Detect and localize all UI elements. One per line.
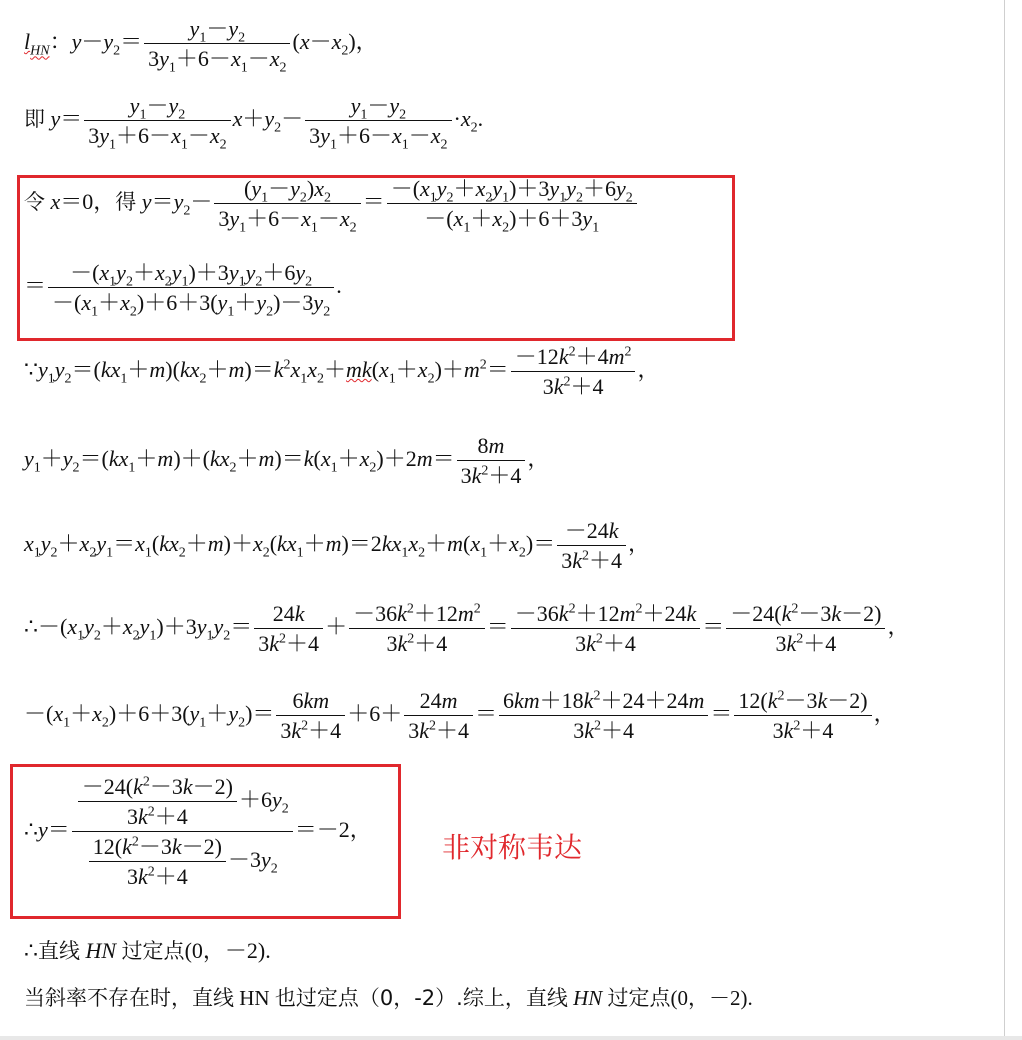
page-bottom-edge — [0, 1036, 1022, 1040]
page-edge — [1004, 0, 1005, 1040]
equation-line-12: 当斜率不存在时，直线 HN 也过定点（0，-2）.综上，直线 HN 过定点(0，－2). — [24, 986, 753, 1010]
equation-line-1: $l_{HN}$：$y-y_2=$ $\frac{y_1-y_2}{3y_1+6-x_1-x_2}$ $(x-x_2)$， — [24, 16, 378, 76]
equation-line-9: $-(x_1+x_2)+6+3(y_1+y_2)=$ $\frac{6km}{3k^2+4}$ ＋6＋ $\frac{24m}{3k^2+4}$ ＝ $\frac{6km+18k^2+24+24m}{3k^2+4}$ ＝ $\frac{12(k^2-3k-2)}{3k^2+4}$ ， — [24, 688, 896, 743]
equation-line-3: 令 x＝0，得 $y=y_2-$ $\frac{(y_1-y_2)x_2}{3y_1+6-x_1-x_2}$ ＝ $\frac{-(x_1y_2+x_2y_1)+3y_1y_2+6y_2}{-(x_1+x_2)+6+3y_1}$ — [24, 178, 639, 230]
equation-line-5: $\because y_1y_2=(kx_1+m)(kx_2+m)=k^2x_1x_2+mk(x_1+x_2)+m^2=$ $\frac{-12k^2+4m^2}{3k^2+4}$ ， — [24, 344, 660, 399]
equation-line-10: ∴y＝ $\frac{-24(k^2-3k-2)}{3k^2+4}$ $+6y_2$ $\frac{12(k^2-3k-2)}{3k^2+4}$ $-3y_2$ ＝－2， — [24, 774, 372, 889]
equation-line-6: $y_1+y_2=(kx_1+m)+(kx_2+m)=k(x_1+x_2)+2m=$ $\frac{8m}{3k^2+4}$ ， — [24, 433, 550, 488]
equation-line-4: ＝ $\frac{-(x_1y_2+x_2y_1)+3y_1y_2+6y_2}{-(x_1+x_2)+6+3(y_1+y_2)-3y_2}$ . — [24, 260, 342, 320]
equation-line-2: 即 y＝ $\frac{y_1-y_2}{3y_1+6-x_1-x_2}$ $x+y_2-$ $\frac{y_1-y_2}{3y_1+6-x_1-x_2}$ $\cdot x_2$. — [24, 93, 484, 153]
annotation-label: 非对称韦达 — [442, 831, 583, 864]
equation-line-8: $\therefore-(x_1y_2+x_2y_1)+3y_1y_2=$ $\frac{24k}{3k^2+4}$ ＋ $\frac{-36k^2+12m^2}{3k^2+4}$ ＝ $\frac{-36k^2+12m^2+24k}{3k^2+4}$ ＝ $\frac{-24(k^2-3k-2)}{3k^2+4}$ ， — [24, 601, 910, 656]
equation-line-7: $x_1y_2+x_2y_1=x_1(kx_2+m)+x_2(kx_1+m)=2kx_1x_2+m(x_1+x_2)=$ $\frac{-24k}{3k^2+4}$ ， — [24, 518, 651, 573]
equation-line-11: ∴直线 HN 过定点(0，－2). — [24, 938, 271, 963]
